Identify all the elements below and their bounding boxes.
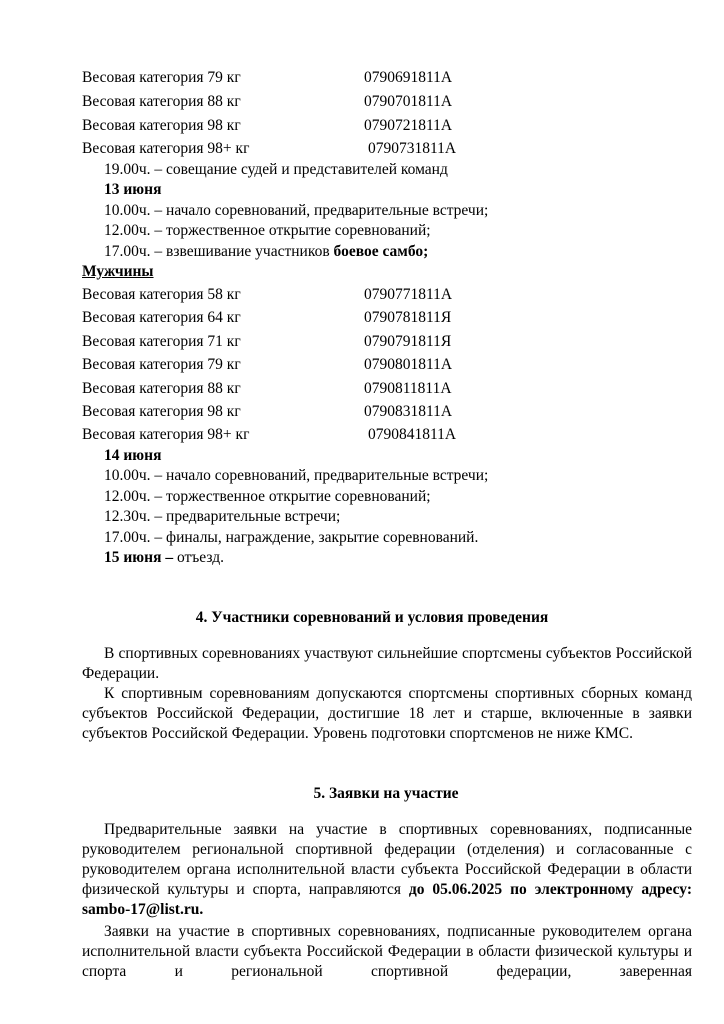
schedule-line: 12.00ч. – торжественное открытие соревнований; (104, 222, 431, 239)
schedule-text: 17.00ч. – взвешивание участников (104, 243, 334, 260)
weight-category-label: Весовая категория 98 кг (82, 403, 241, 420)
weight-category-code: 0790691811А (364, 69, 453, 86)
schedule-text: отъезд. (173, 549, 224, 566)
weight-category-code: 0790781811Я (364, 309, 452, 326)
paragraph-text: В спортивных соревнованиях участвуют сильнейшие спортсмены субъектов Российской Федерации. (82, 645, 692, 682)
schedule-line (104, 242, 428, 262)
weight-category-label: Весовая категория 98+ кг (82, 426, 250, 443)
paragraph-text-bold: до 05.06.2025 по электронному адресу: sambo-17@list.ru. (82, 881, 693, 918)
paragraph-text: Заявки на участие в спортивных соревнованиях, подписанные руководителем органа исполнительной власти субъекта Российской Федерации в области физической культуры и спорта и региональной спортивной федерации, заверенная (82, 923, 692, 980)
weight-category-label: Весовая категория 64 кг (82, 309, 241, 326)
section-5-paragraph-1 (82, 820, 692, 920)
schedule-line: 10.00ч. – начало соревнований, предварительные встречи; (104, 467, 489, 484)
weight-category-code: 0790841811А (368, 426, 457, 443)
section-4-paragraph-2 (82, 684, 692, 744)
schedule-line (104, 548, 224, 568)
weight-category-code: 0790791811Я (364, 333, 452, 350)
men-heading: Мужчины (82, 263, 154, 280)
schedule-line: 12.30ч. – предварительные встречи; (104, 508, 341, 525)
weight-category-code: 0790731811А (368, 140, 457, 157)
schedule-line: 17.00ч. – финалы, награждение, закрытие соревнований. (104, 529, 479, 546)
weight-category-label: Весовая категория 88 кг (82, 93, 241, 110)
paragraph-text (82, 820, 692, 920)
weight-category-code: 0790801811А (364, 356, 453, 373)
weight-category-code: 0790831811А (364, 403, 453, 420)
weight-category-code: 0790811811А (364, 380, 452, 397)
section-4-heading: 4. Участники соревнований и условия проведения (195, 609, 549, 626)
schedule-line: 19.00ч. – совещание судей и представителей команд (104, 161, 448, 178)
schedule-date: 15 июня – (104, 549, 174, 566)
weight-category-label: Весовая категория 98 кг (82, 117, 241, 134)
section-5-heading: 5. Заявки на участие (313, 785, 459, 802)
weight-category-label: Весовая категория 71 кг (82, 333, 241, 350)
paragraph-text: К спортивным соревнованиям допускаются спортсмены спортивных сборных команд субъектов Российской Федерации, достигшие 18 лет и старше, включенные в заявки субъектов Российской Федерации. Уровень подготовки спортсменов не ниже КМС. (82, 685, 692, 742)
weight-category-label: Весовая категория 58 кг (82, 286, 241, 303)
schedule-line: 12.00ч. – торжественное открытие соревнований; (104, 488, 431, 505)
weight-category-label: Весовая категория 79 кг (82, 69, 241, 86)
weight-category-code: 0790771811А (364, 286, 453, 303)
weight-category-label: Весовая категория 98+ кг (82, 140, 250, 157)
weight-category-label: Весовая категория 88 кг (82, 380, 241, 397)
section-4-paragraph-1 (82, 644, 692, 684)
schedule-line: 10.00ч. – начало соревнований, предварительные встречи; (104, 202, 489, 219)
paragraph-text-regular: Предварительные заявки на участие в спортивных соревнованиях, подписанные руководителем региональной спортивной федерации (отделения) и согласованные с руководителем органа исполнительной власти субъекта Российской Федерации в области физической культуры и спорта, направляются (82, 821, 692, 898)
weight-category-code: 0790721811А (364, 117, 453, 134)
schedule-bold-text: боевое самбо; (333, 243, 429, 260)
weight-category-code: 0790701811А (364, 93, 453, 110)
section-5-paragraph-2 (82, 922, 692, 982)
schedule-date: 13 июня (104, 181, 162, 198)
weight-category-label: Весовая категория 79 кг (82, 356, 241, 373)
schedule-date: 14 июня (104, 447, 162, 464)
